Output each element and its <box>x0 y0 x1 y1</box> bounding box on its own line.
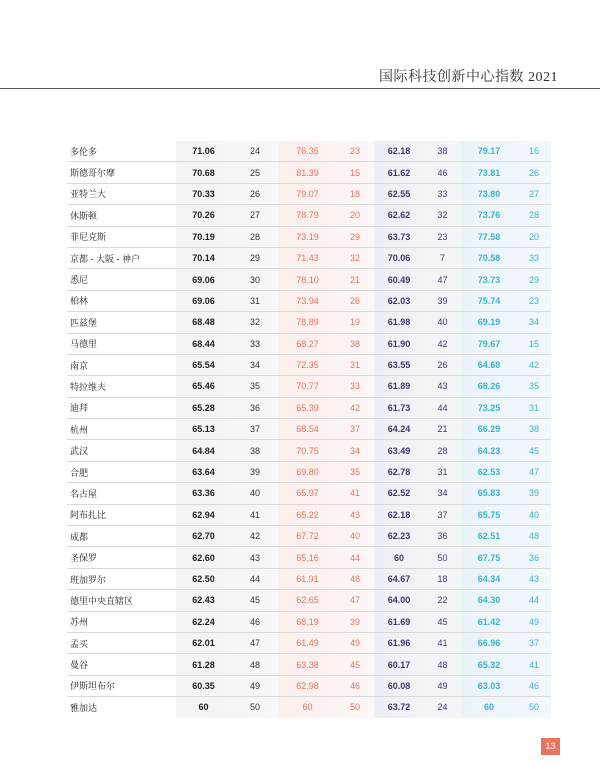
group3-score: 65.75 <box>461 504 517 525</box>
table-row <box>67 226 551 247</box>
group1-rank: 44 <box>336 547 374 568</box>
table-row <box>67 269 551 290</box>
group1-rank: 19 <box>336 312 374 333</box>
group1-rank: 21 <box>336 269 374 290</box>
total-rank: 25 <box>231 162 279 183</box>
city-name: 迪拜 <box>67 397 176 418</box>
total-rank: 31 <box>231 290 279 311</box>
group2-score: 61.98 <box>374 312 424 333</box>
city-name: 菲尼克斯 <box>67 226 176 247</box>
total-rank: 33 <box>231 333 279 354</box>
total-score: 61.28 <box>176 654 231 675</box>
group2-rank: 32 <box>424 205 461 226</box>
group3-rank: 33 <box>517 247 551 268</box>
ranking-table-container <box>67 141 551 718</box>
group3-score: 63.03 <box>461 675 517 696</box>
total-rank: 46 <box>231 611 279 632</box>
group3-rank: 42 <box>517 354 551 375</box>
total-score: 62.94 <box>176 504 231 525</box>
total-rank: 32 <box>231 312 279 333</box>
group1-rank: 23 <box>336 141 374 162</box>
table-row <box>67 504 551 525</box>
group3-rank: 40 <box>517 504 551 525</box>
group2-score: 61.90 <box>374 333 424 354</box>
total-score: 65.54 <box>176 354 231 375</box>
group2-score: 62.52 <box>374 483 424 504</box>
group2-score: 61.96 <box>374 632 424 653</box>
city-name: 雅加达 <box>67 697 176 718</box>
group1-score: 76.35 <box>279 141 336 162</box>
total-rank: 35 <box>231 376 279 397</box>
table-row <box>67 590 551 611</box>
group3-score: 60 <box>461 697 517 718</box>
group2-rank: 26 <box>424 354 461 375</box>
group1-score: 63.38 <box>279 654 336 675</box>
group1-score: 69.80 <box>279 461 336 482</box>
total-rank: 44 <box>231 568 279 589</box>
city-name: 成都 <box>67 526 176 547</box>
group2-rank: 41 <box>424 632 461 653</box>
table-row <box>67 397 551 418</box>
group2-score: 63.55 <box>374 354 424 375</box>
total-rank: 40 <box>231 483 279 504</box>
total-rank: 24 <box>231 141 279 162</box>
city-name: 班加罗尔 <box>67 568 176 589</box>
table-row <box>67 290 551 311</box>
group1-score: 78.79 <box>279 205 336 226</box>
group1-score: 61.91 <box>279 568 336 589</box>
group2-score: 62.03 <box>374 290 424 311</box>
total-score: 64.84 <box>176 440 231 461</box>
group2-score: 60.08 <box>374 675 424 696</box>
group2-rank: 39 <box>424 290 461 311</box>
group3-rank: 41 <box>517 654 551 675</box>
group3-rank: 49 <box>517 611 551 632</box>
group3-score: 67.75 <box>461 547 517 568</box>
city-name: 合肥 <box>67 461 176 482</box>
group1-rank: 29 <box>336 226 374 247</box>
total-score: 62.01 <box>176 632 231 653</box>
table-row <box>67 333 551 354</box>
group1-score: 62.98 <box>279 675 336 696</box>
city-name: 杭州 <box>67 419 176 440</box>
group2-score: 63.49 <box>374 440 424 461</box>
table-row <box>67 675 551 696</box>
group1-rank: 40 <box>336 526 374 547</box>
group1-rank: 43 <box>336 504 374 525</box>
total-rank: 34 <box>231 354 279 375</box>
group3-score: 73.80 <box>461 183 517 204</box>
group2-rank: 46 <box>424 162 461 183</box>
total-rank: 30 <box>231 269 279 290</box>
group3-rank: 16 <box>517 141 551 162</box>
total-score: 65.46 <box>176 376 231 397</box>
city-name: 斯德哥尔摩 <box>67 162 176 183</box>
group2-score: 61.73 <box>374 397 424 418</box>
group2-score: 64.67 <box>374 568 424 589</box>
table-row <box>67 611 551 632</box>
group2-rank: 50 <box>424 547 461 568</box>
group1-score: 78.10 <box>279 269 336 290</box>
total-score: 62.70 <box>176 526 231 547</box>
group2-score: 70.06 <box>374 247 424 268</box>
city-name: 曼谷 <box>67 654 176 675</box>
group2-rank: 21 <box>424 419 461 440</box>
group1-score: 78.89 <box>279 312 336 333</box>
total-score: 62.43 <box>176 590 231 611</box>
total-rank: 26 <box>231 183 279 204</box>
group3-rank: 50 <box>517 697 551 718</box>
group2-score: 60.17 <box>374 654 424 675</box>
group3-score: 73.25 <box>461 397 517 418</box>
group3-rank: 27 <box>517 183 551 204</box>
group3-rank: 39 <box>517 483 551 504</box>
city-name: 亚特兰大 <box>67 183 176 204</box>
total-rank: 43 <box>231 547 279 568</box>
group2-rank: 22 <box>424 590 461 611</box>
group3-rank: 26 <box>517 162 551 183</box>
group3-score: 64.23 <box>461 440 517 461</box>
total-score: 70.26 <box>176 205 231 226</box>
city-name: 匹兹堡 <box>67 312 176 333</box>
group3-score: 73.76 <box>461 205 517 226</box>
total-rank: 28 <box>231 226 279 247</box>
city-name: 苏州 <box>67 611 176 632</box>
total-score: 63.64 <box>176 461 231 482</box>
total-score: 71.06 <box>176 141 231 162</box>
table-row <box>67 440 551 461</box>
group1-score: 73.94 <box>279 290 336 311</box>
group1-rank: 46 <box>336 675 374 696</box>
group2-rank: 40 <box>424 312 461 333</box>
group3-score: 79.67 <box>461 333 517 354</box>
group2-rank: 31 <box>424 461 461 482</box>
total-score: 60 <box>176 697 231 718</box>
group2-rank: 47 <box>424 269 461 290</box>
total-score: 60.35 <box>176 675 231 696</box>
group1-rank: 49 <box>336 632 374 653</box>
group3-score: 73.73 <box>461 269 517 290</box>
group1-score: 70.77 <box>279 376 336 397</box>
total-score: 70.68 <box>176 162 231 183</box>
group3-score: 65.83 <box>461 483 517 504</box>
total-score: 68.48 <box>176 312 231 333</box>
total-score: 68.44 <box>176 333 231 354</box>
ranking-table <box>67 141 551 718</box>
group3-rank: 28 <box>517 205 551 226</box>
group3-score: 68.26 <box>461 376 517 397</box>
group1-rank: 26 <box>336 290 374 311</box>
group3-rank: 37 <box>517 632 551 653</box>
group3-rank: 20 <box>517 226 551 247</box>
table-row <box>67 632 551 653</box>
group3-score: 66.96 <box>461 632 517 653</box>
group1-rank: 42 <box>336 397 374 418</box>
group1-rank: 45 <box>336 654 374 675</box>
ranking-table-body <box>67 141 551 718</box>
group1-rank: 20 <box>336 205 374 226</box>
group1-score: 72.35 <box>279 354 336 375</box>
group3-score: 65.32 <box>461 654 517 675</box>
group1-score: 62.65 <box>279 590 336 611</box>
group2-rank: 7 <box>424 247 461 268</box>
total-score: 69.06 <box>176 290 231 311</box>
group3-rank: 47 <box>517 461 551 482</box>
group3-score: 61.42 <box>461 611 517 632</box>
group3-score: 79.17 <box>461 141 517 162</box>
group2-score: 62.18 <box>374 141 424 162</box>
group3-rank: 46 <box>517 675 551 696</box>
city-name: 休斯顿 <box>67 205 176 226</box>
city-name: 南京 <box>67 354 176 375</box>
city-name: 柏林 <box>67 290 176 311</box>
total-score: 62.50 <box>176 568 231 589</box>
group1-score: 81.39 <box>279 162 336 183</box>
group1-score: 73.19 <box>279 226 336 247</box>
table-row <box>67 312 551 333</box>
group2-score: 62.23 <box>374 526 424 547</box>
table-row <box>67 483 551 504</box>
total-score: 63.36 <box>176 483 231 504</box>
group3-score: 62.51 <box>461 526 517 547</box>
group3-score: 69.19 <box>461 312 517 333</box>
group3-score: 64.30 <box>461 590 517 611</box>
group3-score: 64.34 <box>461 568 517 589</box>
group1-rank: 50 <box>336 697 374 718</box>
group1-rank: 37 <box>336 419 374 440</box>
group3-rank: 15 <box>517 333 551 354</box>
total-score: 70.14 <box>176 247 231 268</box>
group1-score: 67.72 <box>279 526 336 547</box>
group3-score: 73.81 <box>461 162 517 183</box>
city-name: 孟买 <box>67 632 176 653</box>
group2-score: 63.73 <box>374 226 424 247</box>
total-rank: 49 <box>231 675 279 696</box>
city-name: 名古屋 <box>67 483 176 504</box>
group2-rank: 24 <box>424 697 461 718</box>
group1-rank: 38 <box>336 333 374 354</box>
total-rank: 39 <box>231 461 279 482</box>
group2-rank: 18 <box>424 568 461 589</box>
group3-rank: 44 <box>517 590 551 611</box>
table-row <box>67 205 551 226</box>
city-name: 伊斯坦布尔 <box>67 675 176 696</box>
group1-rank: 31 <box>336 354 374 375</box>
group1-rank: 32 <box>336 247 374 268</box>
group2-score: 60.49 <box>374 269 424 290</box>
group3-rank: 35 <box>517 376 551 397</box>
total-rank: 37 <box>231 419 279 440</box>
group2-score: 60 <box>374 547 424 568</box>
group3-score: 77.58 <box>461 226 517 247</box>
group1-score: 71.43 <box>279 247 336 268</box>
group1-rank: 15 <box>336 162 374 183</box>
city-name: 圣保罗 <box>67 547 176 568</box>
total-rank: 38 <box>231 440 279 461</box>
total-rank: 36 <box>231 397 279 418</box>
group2-rank: 36 <box>424 526 461 547</box>
group1-rank: 48 <box>336 568 374 589</box>
table-row <box>67 654 551 675</box>
group1-score: 65.97 <box>279 483 336 504</box>
page-number-badge: 13 <box>541 738 560 755</box>
group2-score: 62.18 <box>374 504 424 525</box>
city-name: 特拉维夫 <box>67 376 176 397</box>
total-rank: 50 <box>231 697 279 718</box>
group1-score: 65.16 <box>279 547 336 568</box>
group1-score: 61.49 <box>279 632 336 653</box>
group3-score: 66.29 <box>461 419 517 440</box>
total-score: 65.28 <box>176 397 231 418</box>
group2-rank: 49 <box>424 675 461 696</box>
group1-score: 70.75 <box>279 440 336 461</box>
city-name: 多伦多 <box>67 141 176 162</box>
city-name: 阿布扎比 <box>67 504 176 525</box>
group3-rank: 45 <box>517 440 551 461</box>
total-rank: 27 <box>231 205 279 226</box>
group3-rank: 48 <box>517 526 551 547</box>
table-row <box>67 461 551 482</box>
table-row <box>67 162 551 183</box>
group1-score: 68.27 <box>279 333 336 354</box>
table-row <box>67 183 551 204</box>
total-score: 65.13 <box>176 419 231 440</box>
group3-score: 64.68 <box>461 354 517 375</box>
group2-rank: 28 <box>424 440 461 461</box>
total-score: 70.19 <box>176 226 231 247</box>
group2-rank: 34 <box>424 483 461 504</box>
group2-rank: 48 <box>424 654 461 675</box>
total-score: 62.60 <box>176 547 231 568</box>
total-score: 70.33 <box>176 183 231 204</box>
page-header-title: 国际科技创新中心指数 2021 <box>379 70 558 85</box>
total-rank: 45 <box>231 590 279 611</box>
city-name: 京都 - 大阪 - 神户 <box>67 247 176 268</box>
group1-score: 60 <box>279 697 336 718</box>
group2-rank: 23 <box>424 226 461 247</box>
group1-rank: 41 <box>336 483 374 504</box>
group2-score: 62.78 <box>374 461 424 482</box>
table-row <box>67 568 551 589</box>
table-row <box>67 547 551 568</box>
group3-score: 75.74 <box>461 290 517 311</box>
group1-score: 65.39 <box>279 397 336 418</box>
table-row <box>67 697 551 718</box>
table-row <box>67 354 551 375</box>
group2-rank: 43 <box>424 376 461 397</box>
table-row <box>67 376 551 397</box>
city-name: 马德里 <box>67 333 176 354</box>
table-row <box>67 526 551 547</box>
group2-score: 62.55 <box>374 183 424 204</box>
group3-rank: 36 <box>517 547 551 568</box>
header-divider <box>0 88 600 89</box>
group1-score: 79.07 <box>279 183 336 204</box>
group1-rank: 34 <box>336 440 374 461</box>
group2-score: 63.72 <box>374 697 424 718</box>
group1-rank: 47 <box>336 590 374 611</box>
group2-rank: 37 <box>424 504 461 525</box>
total-score: 62.24 <box>176 611 231 632</box>
group2-rank: 33 <box>424 183 461 204</box>
group3-score: 62.53 <box>461 461 517 482</box>
group1-rank: 35 <box>336 461 374 482</box>
city-name: 悉尼 <box>67 269 176 290</box>
group1-score: 68.54 <box>279 419 336 440</box>
group1-rank: 18 <box>336 183 374 204</box>
group2-score: 64.00 <box>374 590 424 611</box>
group2-rank: 38 <box>424 141 461 162</box>
group3-score: 70.58 <box>461 247 517 268</box>
group3-rank: 29 <box>517 269 551 290</box>
total-rank: 47 <box>231 632 279 653</box>
table-row <box>67 419 551 440</box>
group2-rank: 42 <box>424 333 461 354</box>
group2-score: 61.69 <box>374 611 424 632</box>
group3-rank: 34 <box>517 312 551 333</box>
total-rank: 42 <box>231 526 279 547</box>
group3-rank: 38 <box>517 419 551 440</box>
group2-rank: 45 <box>424 611 461 632</box>
group1-score: 68.19 <box>279 611 336 632</box>
group1-rank: 33 <box>336 376 374 397</box>
group3-rank: 23 <box>517 290 551 311</box>
group1-score: 65.22 <box>279 504 336 525</box>
group2-score: 61.62 <box>374 162 424 183</box>
total-score: 69.06 <box>176 269 231 290</box>
table-row <box>67 247 551 268</box>
group3-rank: 43 <box>517 568 551 589</box>
group2-score: 62.62 <box>374 205 424 226</box>
total-rank: 29 <box>231 247 279 268</box>
total-rank: 48 <box>231 654 279 675</box>
group1-rank: 39 <box>336 611 374 632</box>
group2-score: 64.24 <box>374 419 424 440</box>
group3-rank: 31 <box>517 397 551 418</box>
city-name: 武汉 <box>67 440 176 461</box>
table-row <box>67 141 551 162</box>
group2-score: 61.89 <box>374 376 424 397</box>
total-rank: 41 <box>231 504 279 525</box>
group2-rank: 44 <box>424 397 461 418</box>
city-name: 德里中央直辖区 <box>67 590 176 611</box>
